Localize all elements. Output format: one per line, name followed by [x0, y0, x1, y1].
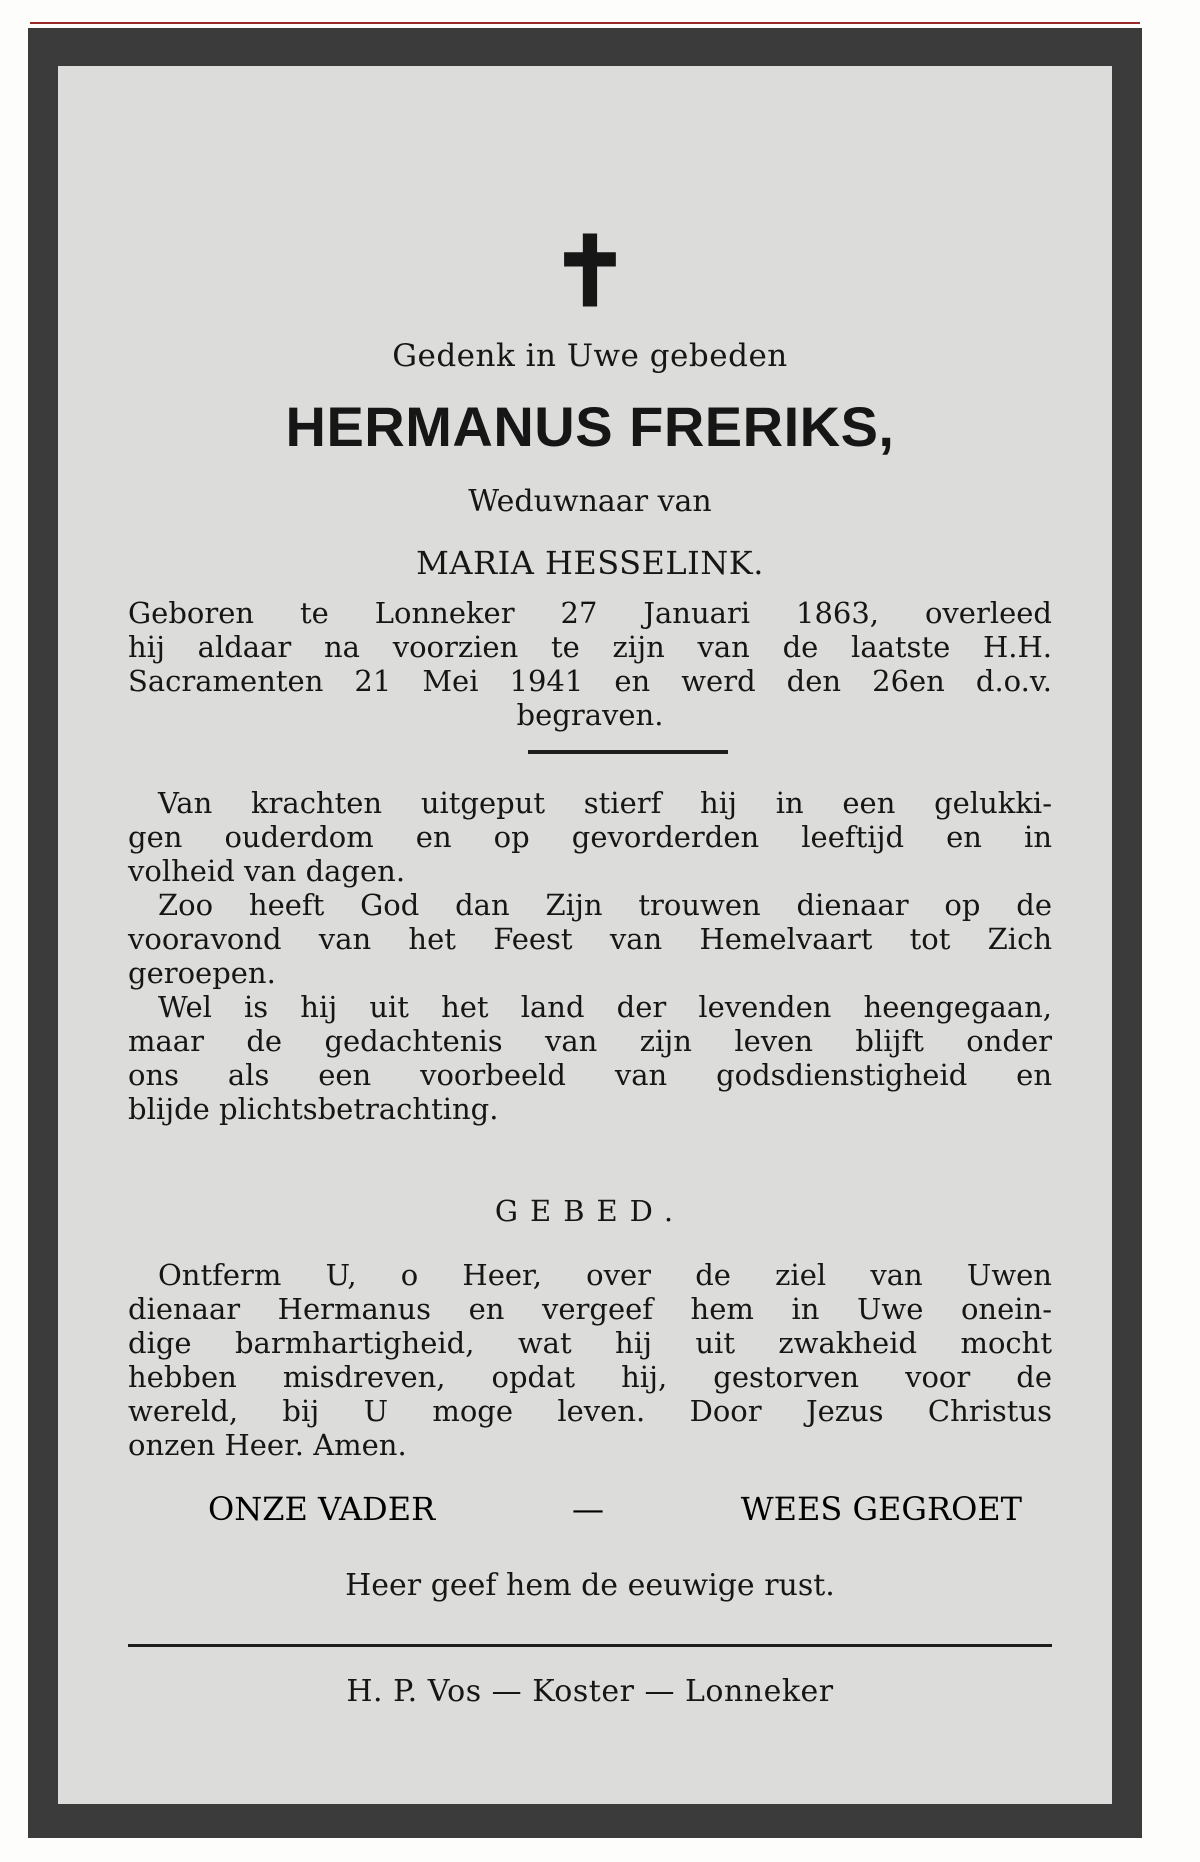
prayers-row	[128, 1490, 1052, 1528]
birth-death-paragraph	[128, 596, 1052, 732]
printer-line: H. P. Vos — Koster — Lonneker	[346, 1674, 834, 1709]
prayers-dash: —	[571, 1490, 604, 1528]
card-content	[128, 66, 1052, 1804]
birth-line: Geboren te Lonneker 27 Januari 1863, overleed	[128, 596, 1052, 630]
spouse-name: MARIA HESSELINK.	[416, 544, 764, 582]
hail-mary-label: WEES GEGROET	[740, 1490, 1022, 1528]
remember-line: Gedenk in Uwe gebeden	[392, 338, 788, 374]
eulogy-line: Wel is hij uit het land der levenden heengegaan,	[158, 990, 1052, 1024]
widower-line: Weduwnaar van	[468, 484, 712, 519]
eulogy-line: maar de gedachtenis van zijn leven blijft onder	[128, 1024, 1052, 1058]
divider-rule	[528, 750, 728, 754]
eulogy-line: Zoo heeft God dan Zijn trouwen dienaar op de	[158, 888, 1052, 922]
prayer-line: dige barmhartigheid, wat hij uit zwakheid mocht	[128, 1326, 1052, 1360]
eulogy-line: ons als een voorbeeld van godsdienstigheid en	[128, 1058, 1052, 1092]
prayer-line: onzen Heer. Amen.	[128, 1428, 407, 1462]
birth-line: begraven.	[516, 698, 664, 732]
eulogy-line: vooravond van het Feest van Hemelvaart tot Zich	[128, 922, 1052, 956]
eulogy-line: gen ouderdom en op gevorderden leeftijd en in	[128, 820, 1052, 854]
prayer-title: GEBED.	[494, 1194, 686, 1228]
bottom-rule	[128, 1644, 1052, 1647]
card-paper	[58, 66, 1112, 1804]
birth-line: hij aldaar na voorzien te zijn van de laatste H.H.	[128, 630, 1052, 664]
deceased-name: HERMANUS FRERIKS,	[285, 395, 895, 458]
birth-line: Sacramenten 21 Mei 1941 en werd den 26en d.o.v.	[128, 664, 1052, 698]
prayer-line: Ontferm U, o Heer, over de ziel van Uwen	[158, 1258, 1052, 1292]
eternal-rest-line: Heer geef hem de eeuwige rust.	[345, 1568, 835, 1603]
prayer-line: dienaar Hermanus en vergeef hem in Uwe onein-	[128, 1292, 1052, 1326]
eulogy-line: blijde plichtsbetrachting.	[128, 1092, 499, 1126]
eulogy-paragraph	[128, 786, 1052, 1126]
scan-edge	[30, 22, 1140, 24]
eulogy-line: Van krachten uitgeput stierf hij in een gelukki-	[158, 786, 1052, 820]
prayer-line: hebben misdreven, opdat hij, gestorven voor de	[128, 1360, 1052, 1394]
our-father-label: ONZE VADER	[208, 1490, 436, 1528]
cross-icon: ✝	[549, 215, 631, 328]
eulogy-line: volheid van dagen.	[128, 854, 406, 888]
eulogy-line: geroepen.	[128, 956, 276, 990]
prayer-line: wereld, bij U moge leven. Door Jezus Christus	[128, 1394, 1052, 1428]
memorial-card	[28, 28, 1142, 1838]
prayer-paragraph	[128, 1258, 1052, 1462]
